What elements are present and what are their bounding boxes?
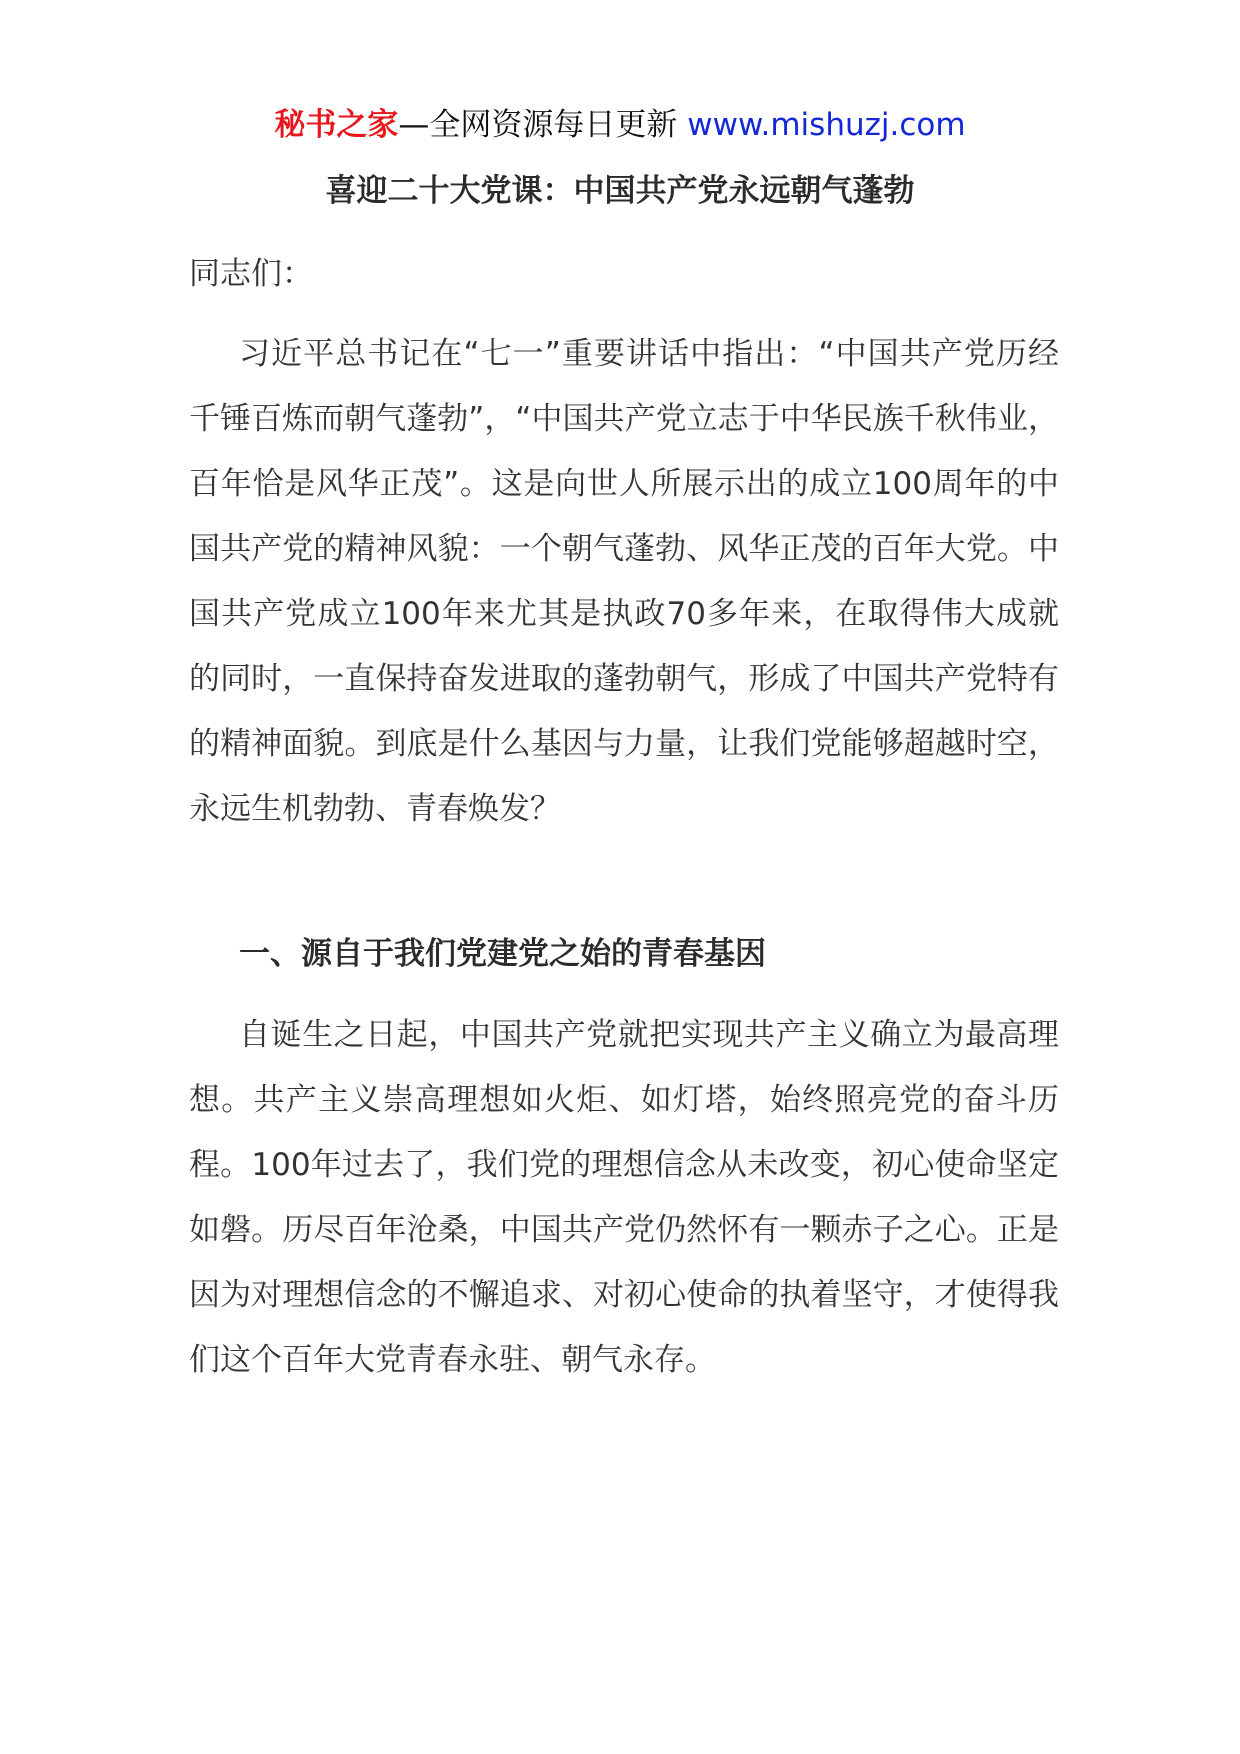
body-paragraph: 自诞生之日起，中国共产党就把实现共产主义确立为最高理想。共产主义崇高理想如火炬、如灯塔，始终照亮党的奋斗历程。100年过去了，我们党的理想信念从未改变，初心使命坚定如磐。历尽百年沧桑，中国共产党仍然怀有一颗赤子之心。正是因为对理想信念的不懈追求、对初心使命的执着坚守，才使得我们这个百年大党青春永驻、朝气永存。: [189, 1017, 1059, 1378]
section-heading: 一、源自于我们党建党之始的青春基因: [239, 936, 766, 972]
document-title: 喜迎二十大党课：中国共产党永远朝气蓬勃: [325, 173, 915, 209]
body-paragraph: 习近平总书记在“七一”重要讲话中指出：“中国共产党历经千锤百炼而朝气蓬勃”，“中国共产党立志于中华民族千秋伟业，百年恰是风华正茂”。这是向世人所展示出的成立100周年的中国共产党的精神风貌：一个朝气蓬勃、风华正茂的百年大党。中国共产党成立100年来尤其是执政70多年来，在取得伟大成就的同时，一直保持奋发进取的蓬勃朝气，形成了中国共产党特有的精神面貌。到底是什么基因与力量，让我们党能够超越时空，永远生机勃勃、青春焕发？: [189, 336, 1059, 827]
site-header: [0, 103, 1240, 147]
site-url-link[interactable]: www.mishuzj.com: [687, 107, 966, 143]
header-tagline: —全网资源每日更新: [398, 107, 678, 143]
brand-name: 秘书之家: [274, 107, 399, 143]
salutation: 同志们：: [189, 256, 313, 292]
